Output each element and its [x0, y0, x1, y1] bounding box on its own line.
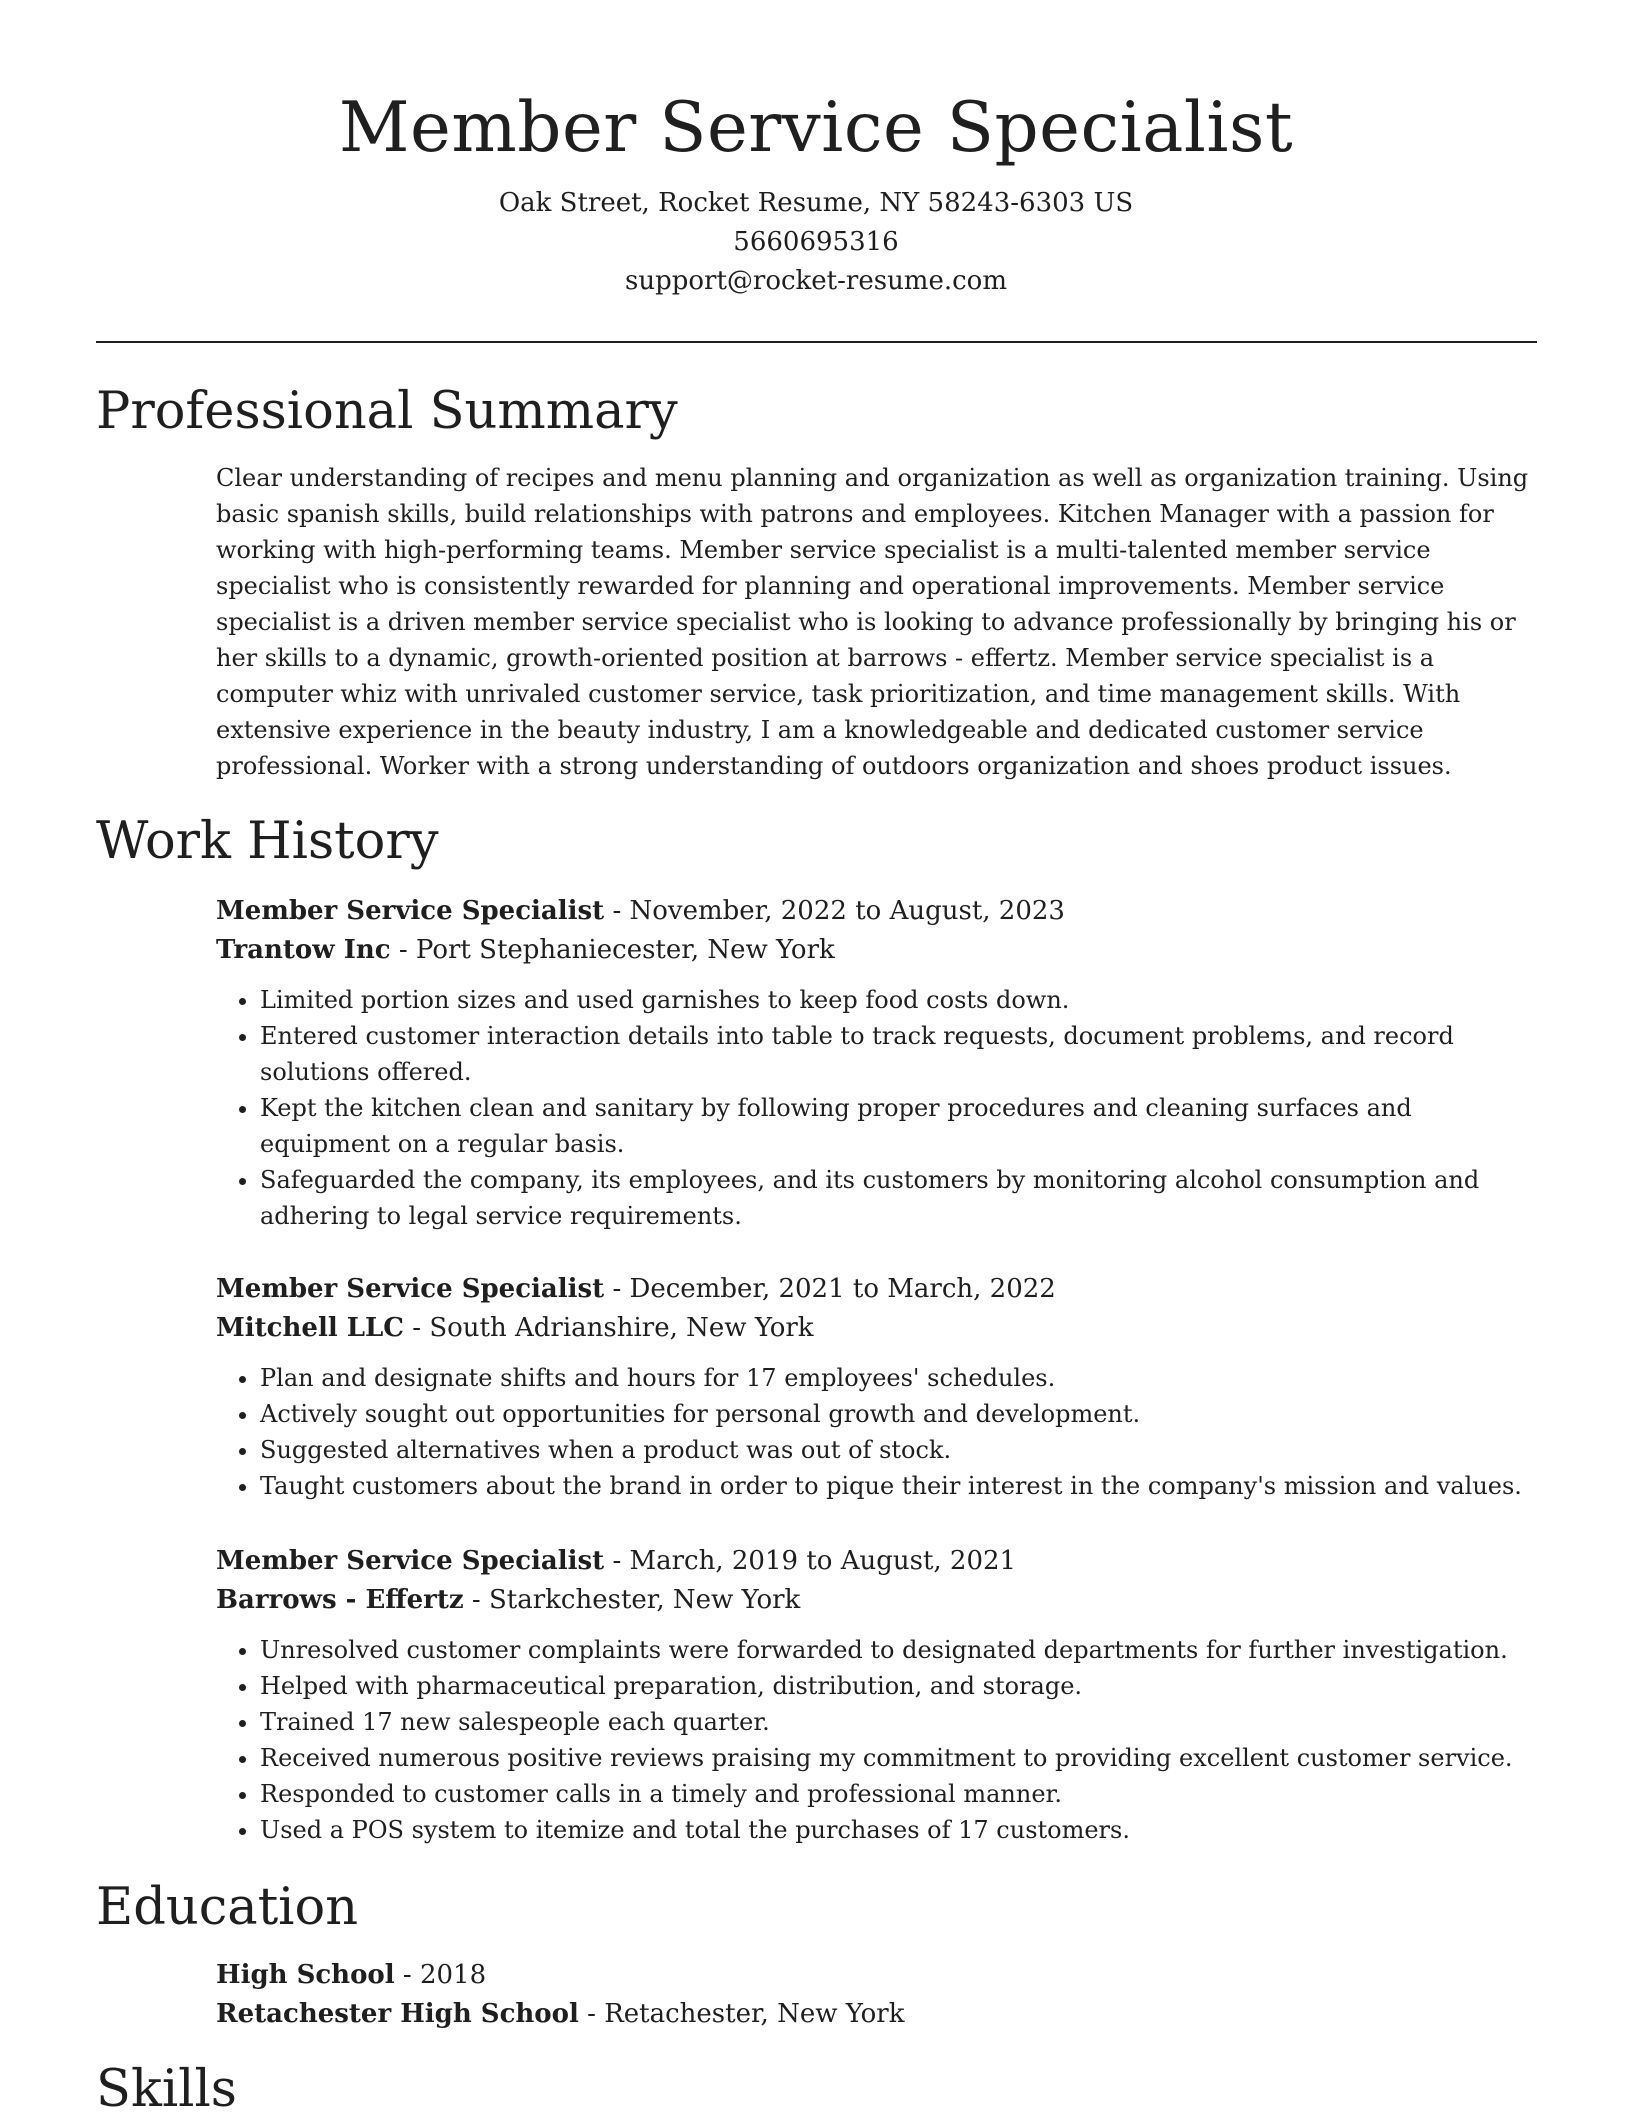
job-entry: [216, 1542, 1536, 1848]
job-bullets: [216, 1632, 1536, 1848]
job-bullet: • Suggested alternatives when a product was out of stock.: [260, 1432, 1536, 1468]
job-bullets: [216, 982, 1536, 1234]
job-bullet: • Helped with pharmaceutical preparation, distribution, and storage.: [260, 1668, 1536, 1704]
section-title-summary: Professional Summary: [96, 382, 678, 441]
summary-text: Clear understanding of recipes and menu planning and organization as well as organization training. Using basic spanish skills, build relationships with patrons and employees. Kitchen Manager with a passion for working with high-performing teams. Member service specialist is a multi-talented member service specialist who is consistently rewarded for planning and operational improvements. Member service specialist is a driven member service specialist who is looking to advance professionally by bringing his or her skills to a dynamic, growth-oriented position at barrows - effertz. Member service specialist is a computer whiz with unrivaled customer service, task prioritization, and time management skills. With extensive experience in the beauty industry, I am a knowledgeable and dedicated customer service professional. Worker with a strong understanding of outdoors organization and shoes product issues.: [216, 464, 1529, 780]
job-dates: - November, 2022 to August, 2023: [604, 896, 1065, 926]
job-company-line: [216, 1580, 1536, 1620]
section-title-work-history: Work History: [96, 812, 439, 871]
job-company-line: [216, 930, 1536, 970]
education-degree: High School: [216, 1960, 395, 1990]
candidate-name: Member Service Specialist: [338, 88, 1294, 168]
job-bullet: • Used a POS system to itemize and total the purchases of 17 customers.: [260, 1812, 1536, 1848]
section-title-education: Education: [96, 1878, 359, 1937]
job-bullet: • Limited portion sizes and used garnishes to keep food costs down.: [260, 982, 1536, 1018]
job-title: Member Service Specialist: [216, 1274, 605, 1304]
section-title-skills: Skills: [96, 2060, 237, 2119]
address-line: Oak Street, Rocket Resume, NY 58243-6303 US: [498, 188, 1134, 218]
job-bullet: • Safeguarded the company, its employees, and its customers by monitoring alcohol consumption and adhering to legal service requirements.: [260, 1162, 1536, 1234]
job-dates: - December, 2021 to March, 2022: [604, 1274, 1056, 1304]
job-entry: [216, 892, 1536, 1234]
job-title: Member Service Specialist: [216, 1546, 605, 1576]
education-heading: [216, 1956, 1536, 1994]
job-location: - Starkchester, New York: [463, 1585, 801, 1615]
job-bullet: • Unresolved customer complaints were forwarded to designated departments for further investigation.: [260, 1632, 1536, 1668]
job-entry: [216, 1270, 1536, 1504]
job-bullet: • Kept the kitchen clean and sanitary by following proper procedures and cleaning surfaces and equipment on a regular basis.: [260, 1090, 1536, 1162]
job-dates: - March, 2019 to August, 2021: [604, 1546, 1017, 1576]
job-company-line: [216, 1308, 1536, 1348]
summary-block: [216, 460, 1536, 784]
job-bullet: • Actively sought out opportunities for personal growth and development.: [260, 1396, 1536, 1432]
education-year: - 2018: [394, 1960, 487, 1990]
phone-line: 5660695316: [733, 227, 899, 257]
job-bullet: • Entered customer interaction details into table to track requests, document problems, and record solutions offered.: [260, 1018, 1536, 1090]
job-heading: [216, 1270, 1536, 1308]
resume-header: [0, 82, 1632, 301]
header-divider: [96, 341, 1537, 343]
education-school-line: [216, 1994, 1536, 2034]
job-bullets: [216, 1360, 1536, 1504]
job-company: Trantow Inc: [216, 935, 391, 965]
job-bullet: • Plan and designate shifts and hours for 17 employees' schedules.: [260, 1360, 1536, 1396]
job-company: Barrows - Effertz: [216, 1585, 464, 1615]
job-location: - South Adrianshire, New York: [404, 1313, 814, 1343]
job-heading: [216, 1542, 1536, 1580]
job-heading: [216, 892, 1536, 930]
job-company: Mitchell LLC: [216, 1313, 405, 1343]
education-location: - Retachester, New York: [578, 1999, 905, 2029]
education-entry: [216, 1956, 1536, 2034]
education-school: Retachester High School: [216, 1999, 579, 2029]
job-bullet: • Taught customers about the brand in order to pique their interest in the company's mission and values.: [260, 1468, 1536, 1504]
email-line: support@rocket-resume.com: [624, 266, 1007, 296]
job-title: Member Service Specialist: [216, 896, 605, 926]
job-location: - Port Stephaniecester, New York: [390, 935, 835, 965]
job-bullet: • Responded to customer calls in a timely and professional manner.: [260, 1776, 1536, 1812]
job-bullet: • Trained 17 new salespeople each quarter.: [260, 1704, 1536, 1740]
job-bullet: • Received numerous positive reviews praising my commitment to providing excellent customer service.: [260, 1740, 1536, 1776]
